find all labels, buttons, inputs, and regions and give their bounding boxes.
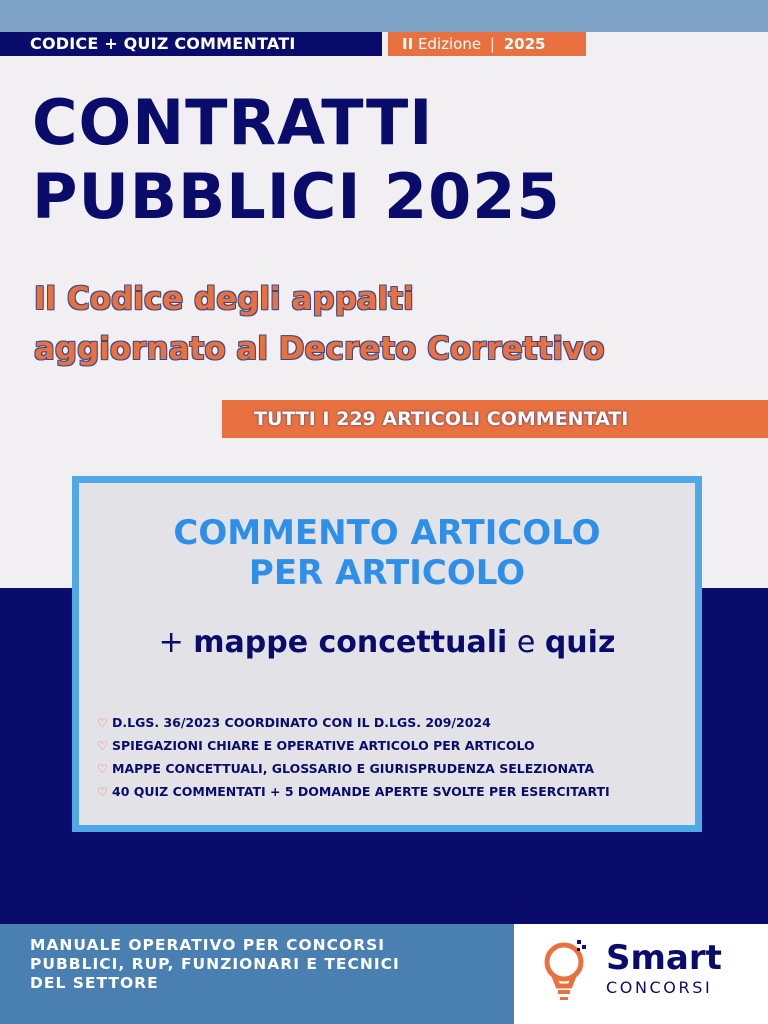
box-sub-and: e bbox=[516, 625, 536, 660]
box-subheading bbox=[79, 623, 695, 663]
box-sub-maps: mappe concettuali bbox=[193, 625, 508, 660]
list-item-text: 40 QUIZ COMMENTATI + 5 DOMANDE APERTE SVOLTE PER ESERCITARTI bbox=[112, 784, 610, 799]
list-item-text: D.LGS. 36/2023 COORDINATO CON IL D.LGS. 209/2024 bbox=[112, 715, 491, 730]
list-item bbox=[97, 734, 610, 757]
logo-subtitle: CONCORSI bbox=[606, 978, 713, 997]
box-sub-plus: + bbox=[158, 625, 184, 660]
lightbulb-icon bbox=[544, 938, 588, 1002]
top-band bbox=[0, 0, 768, 32]
box-heading-line-1: COMMENTO ARTICOLO bbox=[173, 513, 601, 553]
list-item bbox=[97, 757, 610, 780]
subtitle-line-1: Il Codice degli appalti bbox=[34, 281, 414, 317]
lightbulb-icon: ♡ bbox=[97, 738, 108, 753]
features-list bbox=[97, 711, 610, 803]
title-line-2: PUBBLICI 2025 bbox=[32, 160, 561, 233]
edition-year: 2025 bbox=[503, 35, 546, 53]
edition-tag bbox=[388, 32, 586, 56]
box-sub-quiz: quiz bbox=[544, 625, 616, 660]
lightbulb-icon: ♡ bbox=[97, 784, 108, 799]
subtitle-line-2: aggiornato al Decreto Correttivo bbox=[34, 331, 605, 367]
book-title bbox=[32, 86, 561, 234]
footer-line-1: MANUALE OPERATIVO PER CONCORSI bbox=[30, 936, 386, 954]
list-item bbox=[97, 780, 610, 803]
lightbulb-icon: ♡ bbox=[97, 761, 108, 776]
series-tag: CODICE + QUIZ COMMENTATI bbox=[0, 32, 382, 56]
edition-label: Edizione bbox=[417, 35, 482, 53]
audience-footer bbox=[0, 924, 514, 1024]
publisher-logo bbox=[514, 924, 768, 1024]
list-item-text: SPIEGAZIONI CHIARE E OPERATIVE ARTICOLO PER ARTICOLO bbox=[112, 738, 535, 753]
list-item bbox=[97, 711, 610, 734]
features-box bbox=[72, 476, 702, 832]
list-item-text: MAPPE CONCETTUALI, GLOSSARIO E GIURISPRUDENZA SELEZIONATA bbox=[112, 761, 594, 776]
book-subtitle bbox=[34, 274, 605, 374]
lightbulb-icon: ♡ bbox=[97, 715, 108, 730]
footer-line-2: PUBBLICI, RUP, FUNZIONARI E TECNICI bbox=[30, 955, 400, 973]
box-heading-line-2: PER ARTICOLO bbox=[248, 553, 526, 593]
title-line-1: CONTRATTI bbox=[32, 86, 434, 159]
footer-line-3: DEL SETTORE bbox=[30, 974, 159, 992]
edition-number: II bbox=[402, 35, 414, 53]
articles-banner: TUTTI I 229 ARTICOLI COMMENTATI bbox=[222, 400, 768, 438]
logo-name: Smart bbox=[606, 938, 722, 978]
box-heading bbox=[79, 513, 695, 593]
edition-separator: | bbox=[489, 35, 495, 53]
